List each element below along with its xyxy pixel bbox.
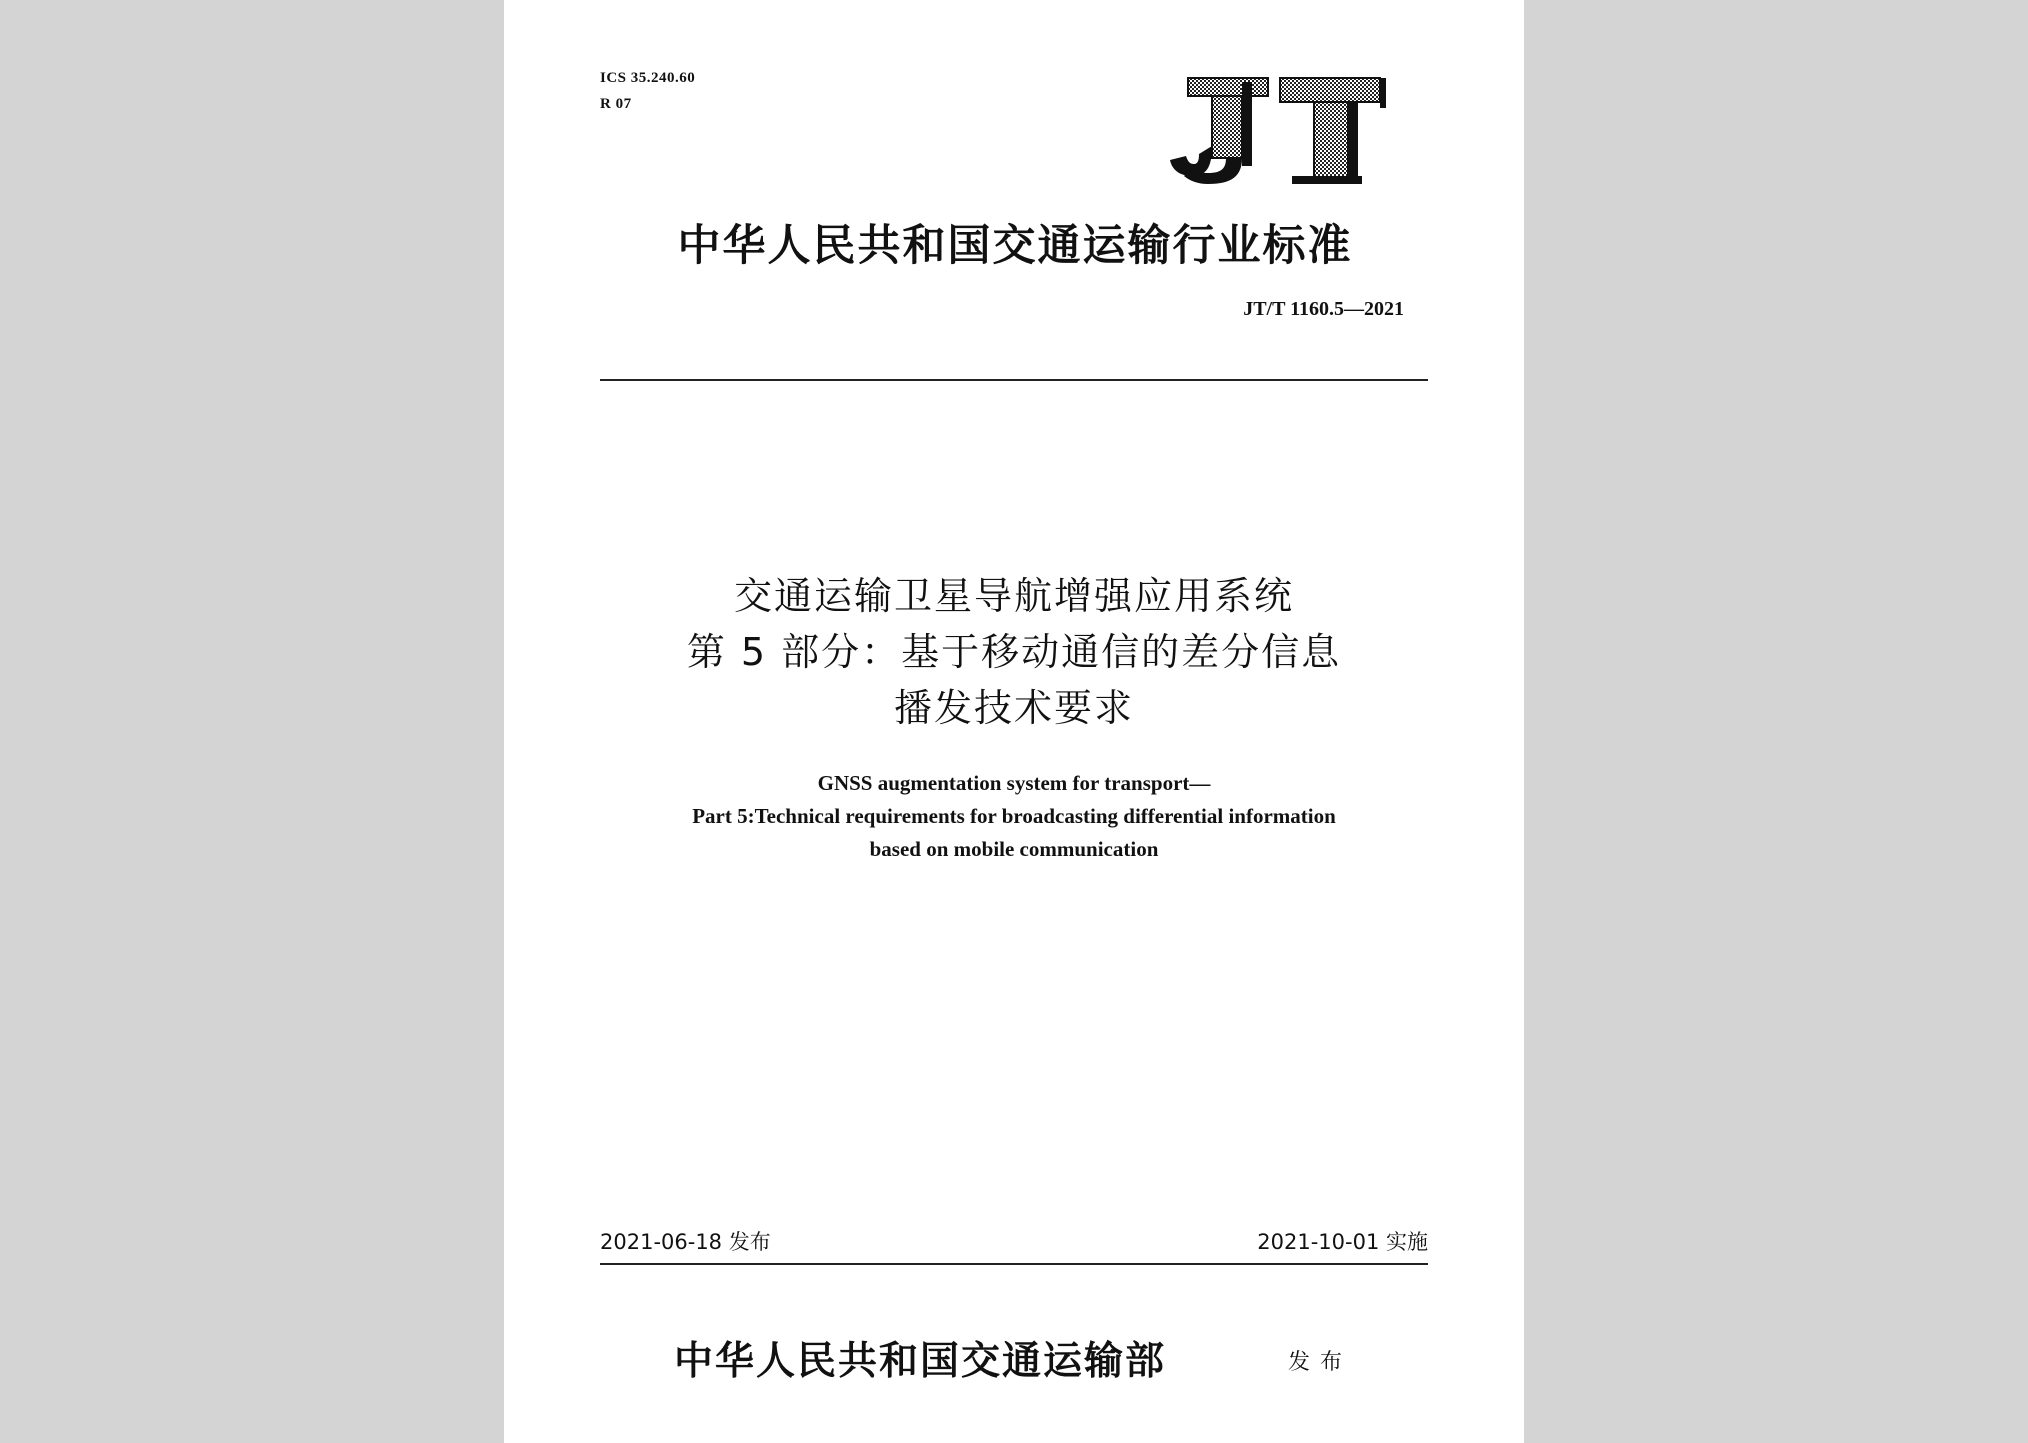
implementation-date: 2021-10-01 实施 xyxy=(1257,1230,1428,1254)
standard-type: 中华人民共和国交通运输行业标准 xyxy=(677,221,1353,271)
chinese-title-line-1: 交通运输卫星导航增强应用系统 xyxy=(733,574,1294,618)
document-page xyxy=(504,0,1524,1443)
ccs-code: R 07 xyxy=(600,96,632,112)
english-title-line-2: Part 5:Technical requirements for broadcasting differential information xyxy=(692,804,1336,828)
chinese-title-line-3: 播发技术要求 xyxy=(893,686,1134,730)
top-rule xyxy=(600,379,1428,381)
chinese-title-line-2: 第 5 部分：基于移动通信的差分信息 xyxy=(686,630,1342,674)
issue-date: 2021-06-18 发布 xyxy=(600,1230,771,1254)
standard-number: JT/T 1160.5—2021 xyxy=(1243,298,1404,320)
ics-code: ICS 35.240.60 xyxy=(600,70,696,86)
english-title-line-3: based on mobile communication xyxy=(869,837,1159,861)
publisher-suffix: 发布 xyxy=(1288,1350,1353,1375)
bottom-rule xyxy=(600,1263,1428,1265)
jt-logo xyxy=(1168,76,1388,186)
publisher-name: 中华人民共和国交通运输部 xyxy=(674,1338,1167,1384)
english-title-line-1: GNSS augmentation system for transport— xyxy=(817,771,1211,795)
